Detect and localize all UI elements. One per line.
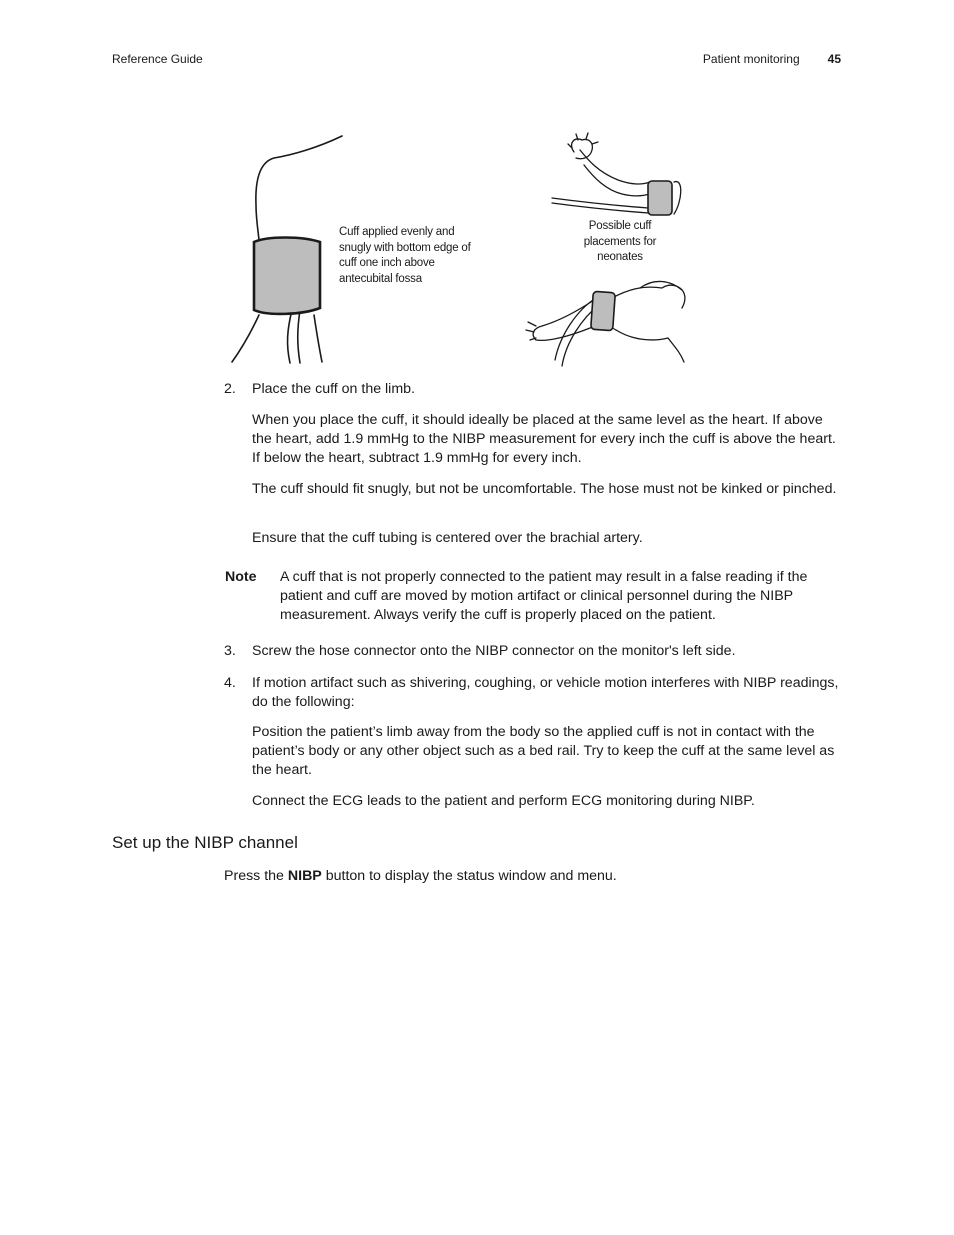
hose-tube-1: [288, 310, 292, 363]
arm-outline-left: [256, 136, 342, 240]
step-3-number: 3.: [224, 643, 236, 659]
section-heading: Set up the NIBP channel: [112, 833, 298, 852]
neonate-shoulder: [674, 182, 681, 214]
neonate-thigh-lower: [616, 330, 668, 340]
step-4-paragraph-2: Connect the ECG leads to the patient and perform ECG monitoring during NIBP.: [252, 793, 755, 809]
neonate-body: [640, 281, 684, 362]
step-4-text: If motion artifact such as shivering, coughing, or vehicle motion interferes with NIBP readings, do the following:: [252, 675, 839, 710]
running-header-title: Reference Guide: [112, 52, 203, 66]
step-4-paragraph-1: Position the patient’s limb away from the body so the applied cuff is not in contact with the patient’s body or any other object such as a bed rail. Try to keep the cuff at the same level as the heart.: [252, 724, 835, 778]
step-2-paragraph-2: The cuff should fit snugly, but not be uncomfortable. The hose must not be kinked or pinched.: [252, 481, 837, 497]
page-number: 45: [827, 52, 841, 66]
cuff-placement-figure: [222, 130, 692, 372]
neonate-tube-bottom: [552, 203, 648, 213]
arm-outline-left-lower: [232, 315, 259, 362]
instruction-suffix: button to display the status window and menu.: [321, 868, 617, 884]
note-label: Note: [225, 569, 257, 585]
step-2-text: Place the cuff on the limb.: [252, 381, 415, 397]
adult-cuff: [254, 238, 320, 314]
running-header-right: [703, 52, 841, 66]
step-3-text: Screw the hose connector onto the NIBP connector on the monitor's left side.: [252, 643, 736, 659]
neonate-fingers: [568, 133, 598, 148]
neonate-tube-top: [552, 198, 648, 208]
neonate-arm-cuff: [648, 181, 672, 215]
neonate-leg-cuff: [591, 291, 616, 330]
step-2-number: 2.: [224, 381, 236, 397]
running-header-section: Patient monitoring: [702, 52, 800, 66]
step-2-paragraph-3: Ensure that the cuff tubing is centered over the brachial artery.: [252, 530, 643, 546]
instruction-prefix: Press the: [224, 868, 288, 884]
note-text: A cuff that is not properly connected to the patient may result in a false reading if the patient and cuff are moved by motion artifact or clinical personnel during the NIBP measurement. Always verify the cuff is properly placed on the patient.: [280, 569, 808, 623]
arm-outline-right-lower: [314, 315, 322, 362]
step-4-number: 4.: [224, 675, 236, 691]
section-instruction: [224, 867, 842, 886]
neonate-arm-bottom: [584, 165, 650, 196]
neonate-arm-top: [580, 150, 650, 184]
neonate-leg-thigh: [612, 285, 685, 308]
caption-neonate-cuff: Possible cuff placements for neonates: [583, 220, 657, 263]
step-2-paragraph-1: When you place the cuff, it should ideally be placed at the same level as the heart. If above the heart, add 1.9 mmHg to the NIBP measurement for every inch the cuff is above the heart. If below the heart, subtract 1.9 mmHg for every inch.: [252, 412, 836, 466]
caption-adult-cuff: Cuff applied evenly and snugly with bottom edge of cuff one inch above antecubital fossa: [339, 226, 471, 285]
neonate-hand: [572, 139, 593, 159]
nibp-button-reference: NIBP: [287, 868, 322, 884]
hose-tube-2: [298, 310, 300, 363]
